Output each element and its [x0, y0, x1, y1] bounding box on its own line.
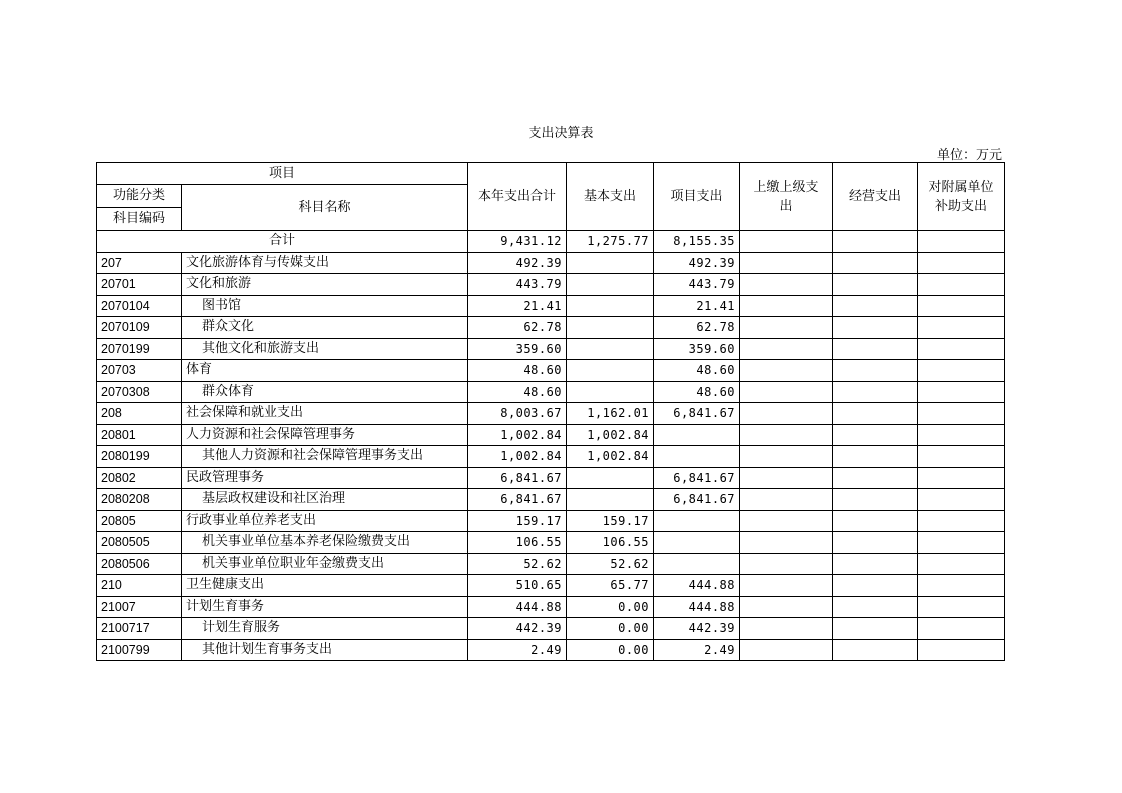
table-row [97, 381, 1005, 403]
row-operating [833, 618, 918, 640]
page-title: 支出决算表 [528, 126, 594, 141]
row-upper [740, 446, 833, 468]
row-total: 1,002.84 [468, 424, 567, 446]
row-operating [833, 532, 918, 554]
row-subject-name: 群众体育 [182, 381, 468, 403]
row-code: 20703 [97, 360, 182, 382]
row-total: 52.62 [468, 553, 567, 575]
row-upper [740, 510, 833, 532]
row-total: 21.41 [468, 295, 567, 317]
row-subject-name: 基层政权建设和社区治理 [182, 489, 468, 511]
row-operating [833, 381, 918, 403]
table-row [97, 618, 1005, 640]
row-upper [740, 618, 833, 640]
row-subject-name: 社会保障和就业支出 [182, 403, 468, 425]
row-basic [567, 317, 654, 339]
header-row-1 [97, 163, 1005, 185]
row-operating [833, 274, 918, 296]
table-row [97, 424, 1005, 446]
row-upper [740, 403, 833, 425]
table-row [97, 489, 1005, 511]
row-total: 159.17 [468, 510, 567, 532]
row-upper [740, 317, 833, 339]
row-project: 48.60 [654, 381, 740, 403]
row-subject-name: 卫生健康支出 [182, 575, 468, 597]
row-operating [833, 424, 918, 446]
header-upper: 上缴上级支出 [740, 163, 833, 231]
row-total: 48.60 [468, 381, 567, 403]
row-operating [833, 403, 918, 425]
row-project: 442.39 [654, 618, 740, 640]
row-project [654, 532, 740, 554]
row-basic [567, 381, 654, 403]
total-amount: 9,431.12 [468, 231, 567, 253]
row-project: 444.88 [654, 575, 740, 597]
row-operating [833, 317, 918, 339]
row-total: 442.39 [468, 618, 567, 640]
row-subject-name: 其他人力资源和社会保障管理事务支出 [182, 446, 468, 468]
row-code: 2080506 [97, 553, 182, 575]
row-subject-name: 行政事业单位养老支出 [182, 510, 468, 532]
row-total: 8,003.67 [468, 403, 567, 425]
total-project: 8,155.35 [654, 231, 740, 253]
row-subject-name: 其他计划生育事务支出 [182, 639, 468, 661]
table-row [97, 639, 1005, 661]
row-upper [740, 553, 833, 575]
row-total: 6,841.67 [468, 489, 567, 511]
row-project [654, 553, 740, 575]
table-row [97, 360, 1005, 382]
row-operating [833, 252, 918, 274]
row-basic [567, 252, 654, 274]
row-code: 2070199 [97, 338, 182, 360]
row-code: 2080199 [97, 446, 182, 468]
row-subject-name: 群众文化 [182, 317, 468, 339]
row-project [654, 446, 740, 468]
row-basic [567, 274, 654, 296]
row-code: 2070109 [97, 317, 182, 339]
row-project: 62.78 [654, 317, 740, 339]
row-code: 20701 [97, 274, 182, 296]
row-basic [567, 295, 654, 317]
row-operating [833, 360, 918, 382]
unit-label: 单位：万元 [936, 148, 1002, 163]
row-total: 6,841.67 [468, 467, 567, 489]
row-subject-name: 计划生育事务 [182, 596, 468, 618]
row-subsidy [918, 575, 1005, 597]
row-subsidy [918, 317, 1005, 339]
row-subsidy [918, 639, 1005, 661]
row-project: 48.60 [654, 360, 740, 382]
row-subsidy [918, 338, 1005, 360]
row-subject-name: 文化旅游体育与传媒支出 [182, 252, 468, 274]
row-basic: 1,002.84 [567, 446, 654, 468]
row-operating [833, 639, 918, 661]
row-project: 359.60 [654, 338, 740, 360]
header-subject-name: 科目名称 [182, 185, 468, 231]
row-subsidy [918, 489, 1005, 511]
row-operating [833, 295, 918, 317]
row-code: 20802 [97, 467, 182, 489]
table-row [97, 252, 1005, 274]
total-subsidy [918, 231, 1005, 253]
row-operating [833, 446, 918, 468]
total-row [97, 231, 1005, 253]
row-subsidy [918, 446, 1005, 468]
row-basic: 1,002.84 [567, 424, 654, 446]
table-row [97, 553, 1005, 575]
table-row [97, 467, 1005, 489]
row-subject-name: 机关事业单位基本养老保险缴费支出 [182, 532, 468, 554]
table-row [97, 338, 1005, 360]
header-subsidy: 对附属单位补助支出 [918, 163, 1005, 231]
row-project: 6,841.67 [654, 467, 740, 489]
row-subsidy [918, 467, 1005, 489]
row-project [654, 424, 740, 446]
row-subsidy [918, 403, 1005, 425]
row-operating [833, 596, 918, 618]
row-subject-name: 其他文化和旅游支出 [182, 338, 468, 360]
row-subsidy [918, 274, 1005, 296]
row-subject-name: 计划生育服务 [182, 618, 468, 640]
row-subject-name: 图书馆 [182, 295, 468, 317]
row-operating [833, 510, 918, 532]
row-code: 207 [97, 252, 182, 274]
row-code: 20801 [97, 424, 182, 446]
total-label: 合计 [97, 231, 468, 253]
row-operating [833, 575, 918, 597]
row-subsidy [918, 553, 1005, 575]
row-operating [833, 553, 918, 575]
row-project: 21.41 [654, 295, 740, 317]
row-basic [567, 467, 654, 489]
row-project [654, 510, 740, 532]
row-subject-name: 民政管理事务 [182, 467, 468, 489]
row-basic: 65.77 [567, 575, 654, 597]
table-row [97, 575, 1005, 597]
row-upper [740, 252, 833, 274]
row-subsidy [918, 252, 1005, 274]
row-total: 510.65 [468, 575, 567, 597]
table-row [97, 596, 1005, 618]
row-basic [567, 489, 654, 511]
row-basic: 0.00 [567, 596, 654, 618]
row-basic: 159.17 [567, 510, 654, 532]
row-code: 2080505 [97, 532, 182, 554]
row-project: 2.49 [654, 639, 740, 661]
row-code: 20805 [97, 510, 182, 532]
row-subject-name: 体育 [182, 360, 468, 382]
row-total: 1,002.84 [468, 446, 567, 468]
row-total: 492.39 [468, 252, 567, 274]
row-upper [740, 381, 833, 403]
header-project: 项目支出 [654, 163, 740, 231]
row-upper [740, 424, 833, 446]
row-subsidy [918, 618, 1005, 640]
row-project: 443.79 [654, 274, 740, 296]
table-row [97, 532, 1005, 554]
row-upper [740, 360, 833, 382]
row-code: 2100717 [97, 618, 182, 640]
table-row [97, 295, 1005, 317]
row-subsidy [918, 381, 1005, 403]
row-subsidy [918, 596, 1005, 618]
row-code: 2070308 [97, 381, 182, 403]
total-upper [740, 231, 833, 253]
row-upper [740, 274, 833, 296]
table-row [97, 446, 1005, 468]
row-basic [567, 360, 654, 382]
row-total: 443.79 [468, 274, 567, 296]
row-total: 106.55 [468, 532, 567, 554]
row-total: 444.88 [468, 596, 567, 618]
row-basic: 106.55 [567, 532, 654, 554]
row-basic [567, 338, 654, 360]
row-code: 21007 [97, 596, 182, 618]
total-basic: 1,275.77 [567, 231, 654, 253]
row-upper [740, 639, 833, 661]
header-total: 本年支出合计 [468, 163, 567, 231]
row-subsidy [918, 510, 1005, 532]
row-project: 6,841.67 [654, 403, 740, 425]
table-row [97, 274, 1005, 296]
row-project: 444.88 [654, 596, 740, 618]
header-basic: 基本支出 [567, 163, 654, 231]
row-code: 210 [97, 575, 182, 597]
row-project: 6,841.67 [654, 489, 740, 511]
row-operating [833, 338, 918, 360]
row-operating [833, 467, 918, 489]
row-code: 2080208 [97, 489, 182, 511]
row-basic: 52.62 [567, 553, 654, 575]
header-operating: 经营支出 [833, 163, 918, 231]
row-subject-name: 人力资源和社会保障管理事务 [182, 424, 468, 446]
row-basic: 0.00 [567, 639, 654, 661]
row-total: 2.49 [468, 639, 567, 661]
row-code: 208 [97, 403, 182, 425]
row-subject-name: 文化和旅游 [182, 274, 468, 296]
row-total: 359.60 [468, 338, 567, 360]
row-upper [740, 489, 833, 511]
row-upper [740, 532, 833, 554]
expenditure-table [96, 162, 1005, 661]
row-project: 492.39 [654, 252, 740, 274]
row-code: 2070104 [97, 295, 182, 317]
row-upper [740, 338, 833, 360]
row-upper [740, 295, 833, 317]
header-subject-code: 科目编码 [97, 208, 182, 231]
row-operating [833, 489, 918, 511]
header-item: 项目 [97, 163, 468, 185]
row-subsidy [918, 360, 1005, 382]
row-basic: 1,162.01 [567, 403, 654, 425]
table-row [97, 317, 1005, 339]
row-basic: 0.00 [567, 618, 654, 640]
table-row [97, 510, 1005, 532]
row-subject-name: 机关事业单位职业年金缴费支出 [182, 553, 468, 575]
row-subsidy [918, 532, 1005, 554]
table-row [97, 403, 1005, 425]
total-operating [833, 231, 918, 253]
row-total: 62.78 [468, 317, 567, 339]
row-upper [740, 596, 833, 618]
row-subsidy [918, 295, 1005, 317]
row-upper [740, 467, 833, 489]
header-func-class: 功能分类 [97, 185, 182, 208]
row-subsidy [918, 424, 1005, 446]
row-code: 2100799 [97, 639, 182, 661]
row-total: 48.60 [468, 360, 567, 382]
row-upper [740, 575, 833, 597]
